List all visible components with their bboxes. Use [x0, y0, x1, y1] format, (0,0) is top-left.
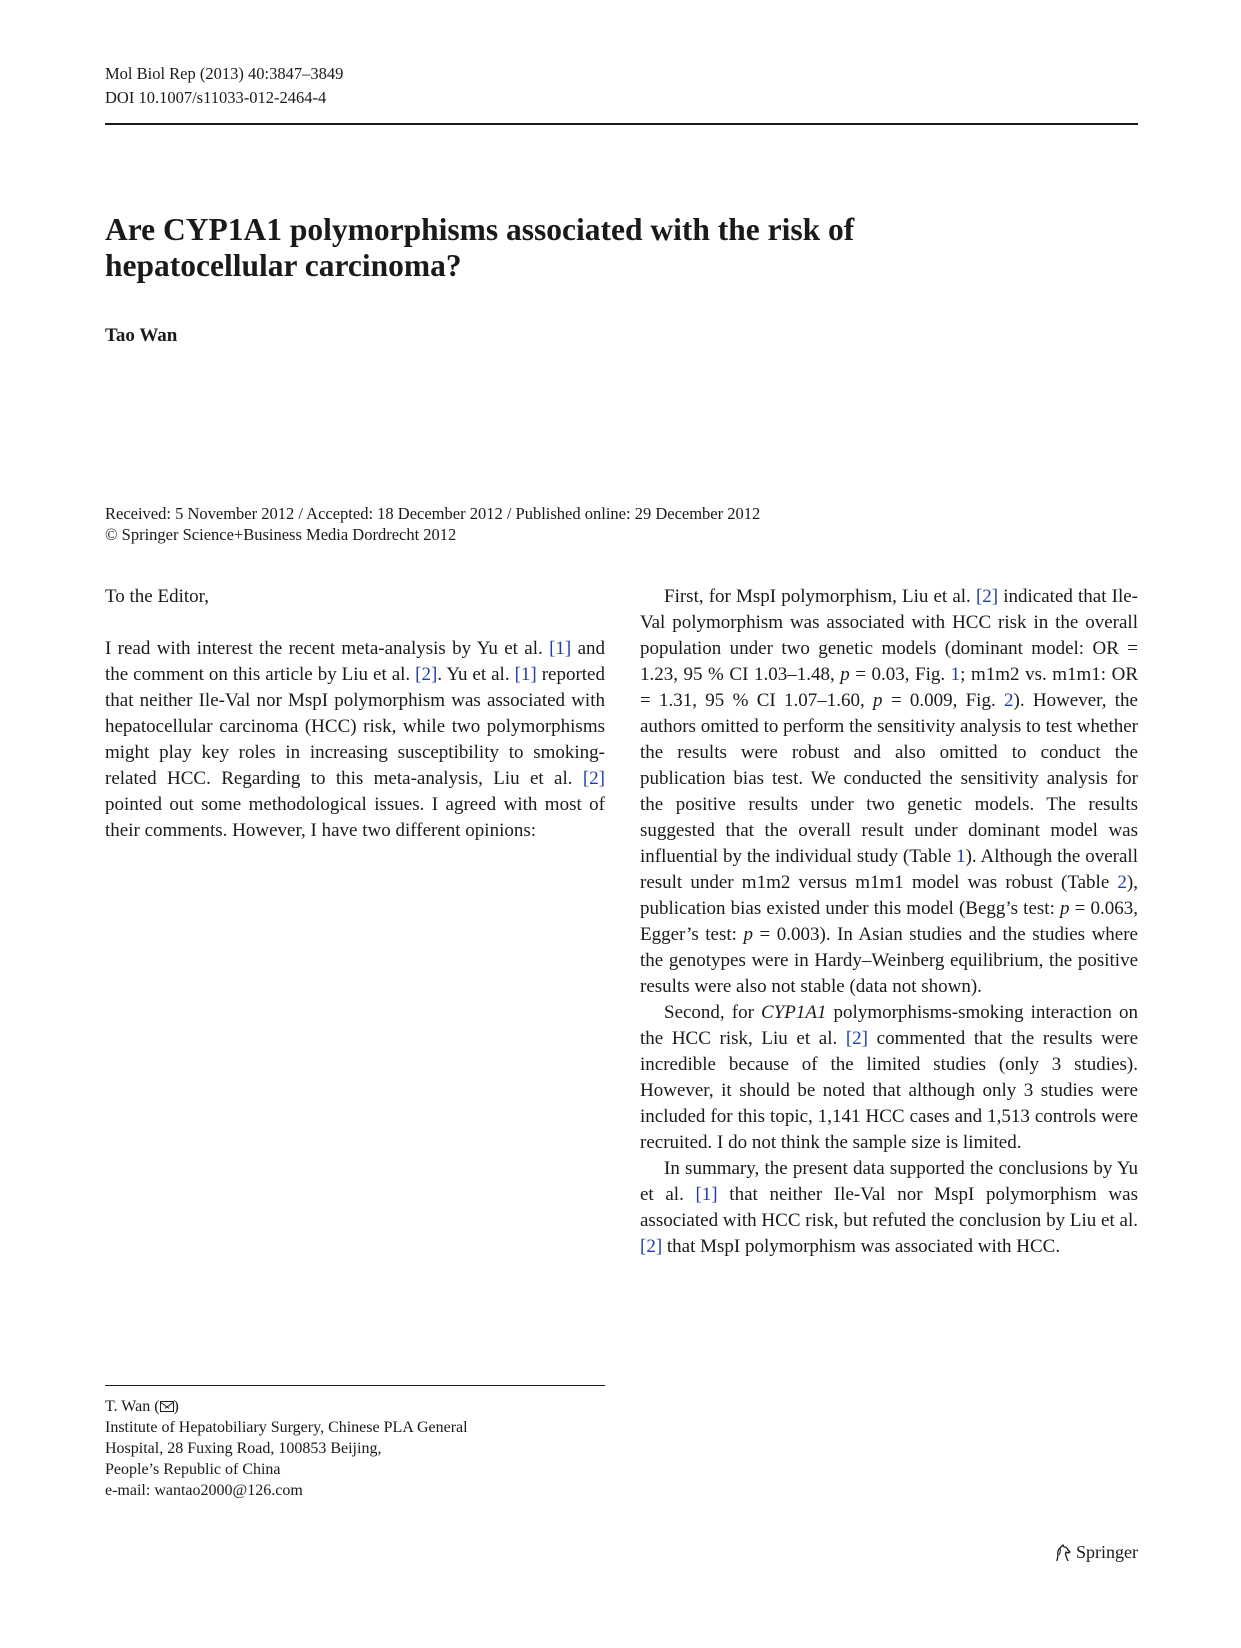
text-run: First, for MspI polymorphism, Liu et al. — [664, 586, 976, 607]
text-run: that MspI polymorphism was associated with HCC. — [662, 1236, 1061, 1257]
author-footnote — [105, 1396, 468, 1501]
affiliation-line: Institute of Hepatobiliary Surgery, Chinese PLA General — [105, 1419, 468, 1436]
footnote-rule — [105, 1385, 605, 1386]
citation-link[interactable]: [2] — [582, 768, 605, 789]
text-run: pointed out some methodological issues. I agreed with most of their comments. However, I have two different opinions: — [105, 794, 605, 841]
text-run: ; m1m2 vs. m1m1: OR = 1.31, 95 % CI 1.07–1.60, — [640, 664, 1139, 711]
publisher-name: Springer — [1076, 1542, 1138, 1562]
doi: DOI 10.1007/s11033-012-2464-4 — [105, 88, 327, 107]
text-run: = 0.009, Fig. — [882, 690, 1004, 711]
text-run: = 0.003). In Asian studies and the studies where the genotypes were in Hardy–Weinberg equilibrium, the positive results were also not stable (data not shown). — [640, 924, 1138, 997]
figure-link[interactable]: 1 — [950, 664, 961, 685]
text-run: and the comment on this article by Liu et al. — [105, 638, 606, 685]
citation-link[interactable]: [2] — [975, 586, 999, 607]
text-run: commented that the results were incredible because of the limited studies (only 3 studies). However, it should be noted that although only 3 studies were included for this topic, 1,141 HCC cases and 1,513 controls were recruited. I do not think the sample size is limited. — [640, 1028, 1139, 1153]
header-rule — [105, 123, 1138, 125]
italic-p: p — [840, 664, 850, 685]
text-run: = 0.063, Egger’s test: — [640, 898, 1138, 945]
table-link[interactable]: 1 — [956, 846, 966, 867]
affiliation-line: People’s Republic of China — [105, 1461, 281, 1478]
article-author: Tao Wan — [105, 325, 178, 346]
text-run: reported that neither Ile-Val nor MspI polymorphism was associated with hepatocellular carcinoma (HCC) risk, while two polymorphisms might play key roles in increasing susceptibility to smoking-related HCC. Regarding to this meta-analysis, Liu et al. — [105, 664, 605, 789]
text-run: ), publication bias existed under this model (Begg’s test: — [640, 872, 1138, 919]
text-run: that neither Ile-Val nor MspI polymorphism was associated with HCC risk, but refuted the conclusion by Liu et al. — [640, 1184, 1138, 1231]
body-paragraph-first — [640, 584, 1138, 1000]
text-run: Second, for — [664, 1002, 762, 1023]
text-run: . Yu et al. — [437, 664, 515, 685]
text-run: indicated that Ile-Val polymorphism was associated with HCC risk in the overall population under two genetic models (dominant model: OR = 1.23, 95 % CI 1.03–1.48, — [640, 586, 1139, 685]
citation-link[interactable]: [1] — [549, 638, 572, 659]
body-paragraph-summary — [640, 1156, 1138, 1260]
intro-paragraph — [105, 636, 605, 844]
salutation: To the Editor, — [105, 586, 209, 607]
journal-header — [105, 62, 343, 110]
citation-link[interactable]: [2] — [845, 1028, 869, 1049]
citation-link[interactable]: [2] — [415, 664, 438, 685]
text-run: In summary, the present data supported the conclusions by Yu et al. — [640, 1158, 1138, 1205]
text-run: polymorphisms-smoking interaction on the HCC risk, Liu et al. — [640, 1002, 1138, 1049]
italic-p: p — [873, 690, 883, 711]
gene-name: CYP1A1 — [761, 1002, 827, 1023]
citation-link[interactable]: [2] — [640, 1236, 663, 1257]
body-paragraph-second — [640, 1000, 1138, 1156]
article-dates — [105, 503, 760, 545]
affiliation-line: Hospital, 28 Fuxing Road, 100853 Beijing, — [105, 1440, 382, 1457]
author-name: T. Wan ( — [105, 1398, 160, 1415]
article-title: Are CYP1A1 polymorphisms associated with the risk of hepatocellular carcinoma? — [105, 212, 855, 283]
text-run: ). However, the authors omitted to perform the sensitivity analysis to test whether the results were robust and also omitted to conduct the publication bias test. We conducted the sensitivity analysis for the positive results under two genetic models. The results suggested that the overall result under dominant model was influential by the individual study (Table — [640, 690, 1138, 867]
springer-horse-icon — [1054, 1543, 1072, 1563]
italic-p: p — [1060, 898, 1070, 919]
text-run: ). Although the overall result under m1m2 versus m1m1 model was robust (Table — [640, 846, 1138, 893]
text-run: ) — [173, 1398, 179, 1415]
italic-p: p — [743, 924, 753, 945]
copyright: © Springer Science+Business Media Dordrecht 2012 — [105, 525, 457, 544]
author-email[interactable]: e-mail: wantao2000@126.com — [105, 1482, 303, 1499]
journal-citation: Mol Biol Rep (2013) 40:3847–3849 — [105, 64, 344, 83]
text-run: = 0.03, Fig. — [849, 664, 951, 685]
publisher-logo — [1054, 1542, 1138, 1563]
text-run: I read with interest the recent meta-analysis by Yu et al. — [105, 638, 550, 659]
publication-dates: Received: 5 November 2012 / Accepted: 18 December 2012 / Published online: 29 December 2012 — [105, 504, 761, 523]
envelope-icon — [160, 1401, 174, 1412]
citation-link[interactable]: [1] — [514, 664, 537, 685]
table-link[interactable]: 2 — [1117, 872, 1127, 893]
figure-link[interactable]: 2 — [1004, 690, 1014, 711]
citation-link[interactable]: [1] — [695, 1184, 718, 1205]
right-column — [640, 584, 1138, 1260]
corresponding-author — [105, 1396, 468, 1417]
left-column — [105, 584, 605, 844]
